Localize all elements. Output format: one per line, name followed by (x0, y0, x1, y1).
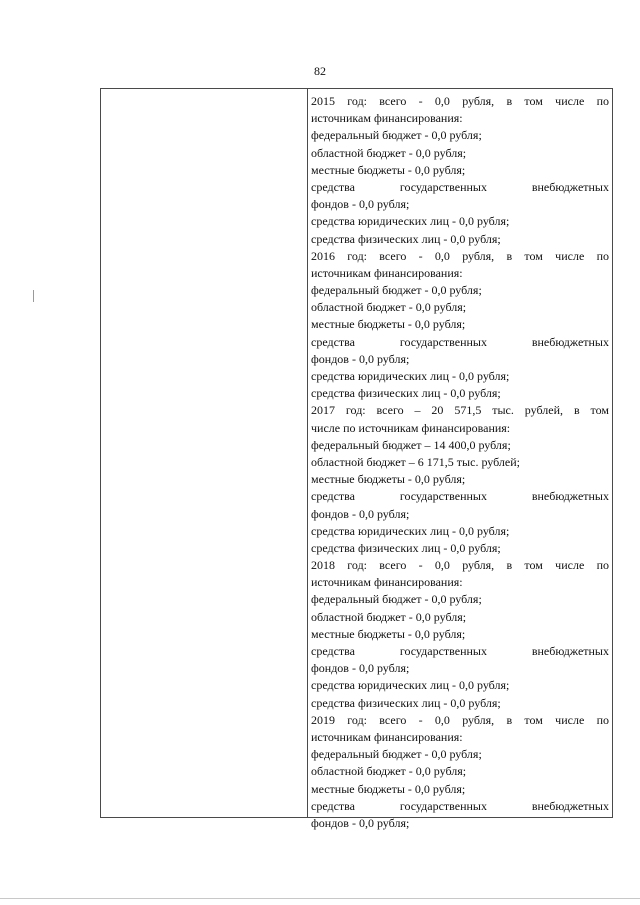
funding-line: фондов - 0,0 рубля; (311, 661, 410, 676)
funding-line: источникам финансирования: (311, 729, 463, 744)
funding-line: источникам финансирования: (311, 575, 463, 590)
table-right-cell (311, 93, 609, 832)
funding-line: средства физических лиц - 0,0 рубля; (311, 695, 501, 710)
funding-line: источникам финансирования: (311, 111, 463, 126)
funding-line: средства государственных внебюджетных (311, 798, 609, 813)
bottom-scan-line (0, 898, 640, 899)
funding-line: фондов - 0,0 рубля; (311, 506, 410, 521)
funding-line: федеральный бюджет – 14 400,0 рубля; (311, 437, 511, 452)
funding-line: средства юридических лиц - 0,0 рубля; (311, 369, 510, 383)
funding-line: 2019 год: всего - 0,0 рубля, в том числе по (311, 712, 609, 727)
funding-line: местные бюджеты - 0,0 рубля; (311, 317, 466, 332)
funding-line: федеральный бюджет - 0,0 рубля; (311, 283, 482, 298)
funding-line: средства государственных внебюджетных (311, 179, 609, 194)
funding-line: федеральный бюджет - 0,0 рубля; (311, 747, 482, 762)
funding-line: фондов - 0,0 рубля; (311, 351, 410, 366)
page-number: 82 (314, 64, 326, 78)
funding-line: средства государственных внебюджетных (311, 334, 609, 349)
funding-line: средства государственных внебюджетных (311, 644, 609, 658)
funding-line: областной бюджет - 0,0 рубля; (311, 300, 467, 315)
funding-line: местные бюджеты - 0,0 рубля; (311, 162, 466, 177)
funding-line: областной бюджет - 0,0 рубля; (311, 609, 467, 624)
funding-line: областной бюджет - 0,0 рубля; (311, 764, 467, 779)
funding-line: числе по источникам финансирования: (311, 420, 511, 435)
funding-line: федеральный бюджет - 0,0 рубля; (311, 592, 482, 607)
funding-line: местные бюджеты - 0,0 рубля; (311, 626, 466, 641)
funding-table (100, 88, 613, 830)
funding-line: средства государственных внебюджетных (311, 489, 609, 504)
funding-line: источникам финансирования: (311, 265, 463, 280)
funding-line: фондов - 0,0 рубля; (311, 815, 410, 830)
funding-line: средства юридических лиц - 0,0 рубля; (311, 678, 510, 693)
funding-line: средства физических лиц - 0,0 рубля; (311, 386, 501, 401)
funding-line: областной бюджет – 6 171,5 тыс. рублей; (311, 454, 520, 469)
funding-line: местные бюджеты - 0,0 рубля; (311, 472, 466, 487)
funding-line: средства физических лиц - 0,0 рубля; (311, 231, 501, 246)
table-left-cell (101, 89, 308, 817)
funding-line: средства юридических лиц - 0,0 рубля; (311, 214, 510, 229)
scan-edge-mark (33, 290, 34, 302)
funding-line: 2015 год: всего - 0,0 рубля, в том числе по (311, 94, 609, 108)
funding-line: средства физических лиц - 0,0 рубля; (311, 540, 501, 555)
funding-line: местные бюджеты - 0,0 рубля; (311, 781, 466, 796)
funding-line: областной бюджет - 0,0 рубля; (311, 145, 467, 160)
funding-line: 2016 год: всего - 0,0 рубля, в том числе по (311, 248, 609, 263)
funding-line: федеральный бюджет - 0,0 рубля; (311, 128, 482, 143)
funding-line: 2017 год: всего – 20 571,5 тыс. рублей, в том (311, 403, 609, 418)
funding-line: 2018 год: всего - 0,0 рубля, в том числе по (311, 558, 609, 573)
funding-line: фондов - 0,0 рубля; (311, 197, 410, 212)
funding-line: средства юридических лиц - 0,0 рубля; (311, 523, 510, 538)
